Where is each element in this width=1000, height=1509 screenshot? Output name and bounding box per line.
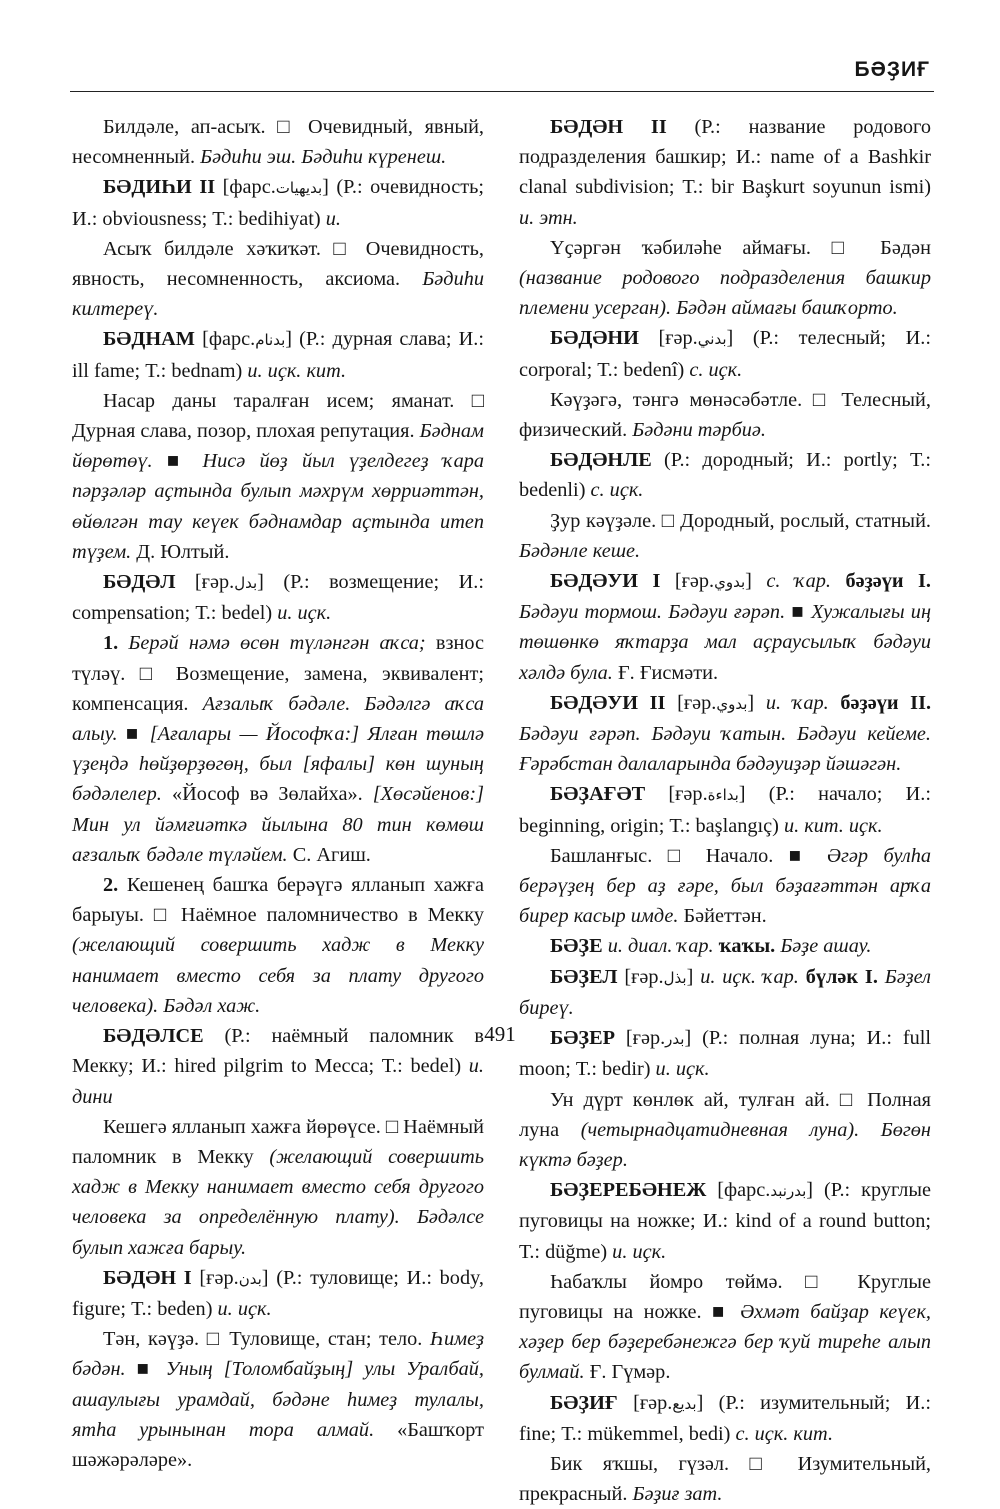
italic-text: и. диал. ҡар.: [607, 935, 714, 958]
italic-text: Бәдәуи тормош. Бәдәуи ғәрәп.: [519, 601, 786, 624]
arabic-script: بدني: [697, 330, 727, 349]
entry-paragraph: [519, 1175, 931, 1267]
italic-text: и. дини: [72, 1055, 484, 1108]
italic-text: (четырнадцатидневная луна). Бөгөн күктә бәҙер.: [519, 1118, 931, 1171]
left-column: [72, 112, 484, 1475]
italic-text: и. иҫк.: [655, 1058, 710, 1081]
body-text: взнос түләү. □ Возмещение, замена, эквивалент; компенсация.: [72, 632, 484, 715]
headword: БӘДӘУИ II: [550, 691, 666, 714]
arabic-script: بدنام: [255, 331, 286, 350]
body-text: [ғәр.: [633, 1391, 673, 1414]
body-text: Билдәле, ап-асыҡ. □ Очевидный, явный, несомненный.: [72, 116, 484, 169]
body-text: ]: [686, 965, 694, 988]
italic-text: Бәднам йөрөтөү.: [72, 420, 484, 473]
entry-paragraph: [519, 385, 931, 445]
entry-paragraph: [72, 324, 484, 385]
headword: 2.: [103, 874, 119, 897]
headword: БӘҘЕ: [550, 935, 603, 958]
italic-text: и. этн.: [519, 206, 578, 229]
body-text: Тән, кәүҙә. □ Туловище, стан; тело.: [103, 1328, 423, 1351]
body-text: (Р.: дородный; И.: portly; Т.: bedenli): [519, 449, 932, 502]
body-text: ]: [745, 570, 752, 593]
entry-paragraph: [72, 1112, 484, 1263]
italic-text: Бәҙе ашау.: [780, 935, 872, 958]
entry-paragraph: [519, 841, 931, 932]
body-text: [ғәр.: [199, 1266, 239, 1289]
italic-text: и. иҫк.: [217, 1297, 272, 1320]
italic-text: [Хөсәйенов:] Мин ул йәмғиәткә йылына 80 тин көмөш ағзалыҡ бәдәле түләйем.: [72, 783, 484, 866]
running-head: БӘҘИҒ: [854, 58, 930, 81]
headword: БӘҘИҒ: [550, 1391, 618, 1414]
body-text: С. Агиш.: [292, 843, 371, 866]
italic-text: [Ағалары — Йософҡа:] Ялған төшлә үҙеңдә һөйҙөрҙөгөң, был [яфалы] көн шуның бәдәлелер.: [72, 723, 484, 806]
arabic-script: بدن: [238, 1269, 262, 1288]
body-text: Башланғыс. □ Начало. ■: [550, 844, 812, 867]
body-text: Д. Юлтый.: [136, 540, 230, 563]
header-rule: [70, 91, 934, 92]
entry-paragraph: [72, 172, 484, 233]
headword: БӘҘАҒӘТ: [550, 783, 646, 806]
body-text: ] (Р.: дурная слава; И.: ill fame; Т.: bednam): [72, 328, 484, 382]
headword: БӘДӘНИ: [550, 327, 639, 350]
entry-paragraph: [72, 628, 484, 870]
italic-text: Бәдәни тәрбиә.: [632, 419, 766, 442]
entry-paragraph: [72, 112, 484, 172]
right-column: [519, 112, 931, 1509]
body-text: Асыҡ билдәле хәҡиҡәт. □ Очевидность, явность, несомненность, аксиома.: [72, 237, 484, 291]
headword: бәҙәүи II.: [840, 691, 932, 714]
entry-paragraph: [519, 931, 931, 961]
body-text: [ғәр.: [668, 783, 708, 806]
italic-text: и. иҫк.: [277, 602, 332, 625]
body-text: ] (Р.: начало; И.: beginning, origin; Т.: başlangıç): [519, 783, 931, 837]
headword: бүләк I.: [805, 965, 878, 988]
arabic-script: بدوي: [714, 573, 746, 592]
arabic-script: بدرنبد: [770, 1182, 807, 1201]
italic-text: и. иҫк. кит.: [247, 359, 347, 382]
body-text: «Йософ вә Зөлайха».: [171, 783, 363, 806]
body-text: Насар даны таралған исем; яманат. □ Дурная слава, позор, плохая репутация.: [72, 389, 484, 443]
body-text: Һабаҡлы йомро төймә. □ Круглые пуговицы на ножке. ■: [519, 1270, 931, 1323]
body-text: ]: [747, 691, 755, 714]
body-text: Кешегә ялланып хажға йөрөүсе. □ Наёмный паломник в Мекку: [72, 1115, 484, 1168]
headword: бәҙәүи I.: [845, 570, 931, 593]
italic-text: Уның [Толомбайҙың] улы Уралбай, ашаулығы урамдай, бәдәне һимеҙ тулалы, ятһа урынынан тора алмай.: [72, 1358, 485, 1441]
body-text: Кешенең башҡа берәүгә ялланып хажға барыуы. □ Наёмное паломничество в Мекку: [72, 874, 484, 927]
italic-text: Бәҙел биреү.: [519, 965, 931, 1019]
entry-paragraph: [519, 323, 931, 384]
italic-text: и. иҫк. ҡар.: [700, 965, 799, 988]
body-text: [ғәр.: [194, 571, 235, 594]
entry-paragraph: [519, 1267, 931, 1388]
body-text: Кәүҙәгә, тәнгә мөнәсәбәтле. □ Телесный, физический.: [519, 388, 931, 442]
body-text: Ҙур кәүҙәле. □ Дородный, рослый, статный.: [550, 509, 931, 532]
italic-text: Бәдәуи ғәрәп. Бәдәуи ҡатын. Бәдәуи кейеме. Ғәрәбстан далаларында бәдәуиҙәр йәшәгән.: [519, 723, 931, 776]
entry-paragraph: [72, 1263, 484, 1324]
headword: БӘДӘУИ I: [550, 570, 661, 593]
arabic-script: بدوي: [716, 694, 748, 713]
italic-text: Нисә йөҙ йыл үҙелдегеҙ ҡара пәрҙәләр аҫтында булып мәхрүм хөрриәттән, өйөлгән тау кеүек бәднамдар аҫтында итеп түҙем.: [72, 450, 484, 563]
headword: БӘДӘН I: [103, 1266, 192, 1289]
body-text: [ғәр.: [624, 965, 664, 988]
italic-text: Һимеҙ бәдән.: [72, 1328, 484, 1381]
body-text: ■: [166, 450, 189, 473]
entry-paragraph: [519, 445, 931, 505]
headword: БӘҘЕЛ: [550, 965, 618, 988]
body-text: ] (Р.: изумительный; И.: fine; Т.: mükemmel, bedi): [519, 1391, 931, 1445]
entry-paragraph: [519, 688, 931, 780]
body-text: ] (Р.: телесный; И.: corporal; Т.: bedenî): [519, 327, 931, 381]
arabic-script: بديهيات: [275, 179, 323, 198]
entry-paragraph: [72, 234, 484, 325]
headword: БӘДИҺИ II: [103, 176, 216, 199]
body-text: ■: [136, 1358, 155, 1381]
headword: БӘДНАМ: [103, 328, 195, 351]
arabic-script: بداءة: [707, 786, 739, 805]
entry-paragraph: [519, 1085, 931, 1176]
body-text: ] (Р.: возмещение; И.: compensation; Т.: bedel): [72, 571, 484, 625]
headword: БӘДӘЛ: [103, 571, 176, 594]
entry-paragraph: [519, 1388, 931, 1449]
body-text: [фарс.: [222, 176, 276, 199]
headword: БӘДӘНЛЕ: [550, 449, 652, 472]
body-text: «Башҡорт шәжәрәләре».: [72, 1418, 484, 1471]
body-text: ] (Р.: круглые пуговицы на ножке; И.: kind of a round button; Т.: düğme): [519, 1179, 931, 1263]
arabic-script: بذل: [663, 968, 687, 987]
body-text: ] (Р.: полная луна; И.: full moon; Т.: bedir): [519, 1027, 931, 1081]
italic-text: Бәдәнле кеше.: [519, 539, 641, 562]
arabic-script: بديع: [672, 1394, 697, 1413]
body-text: [ғәр.: [677, 691, 717, 714]
italic-text: Бәдиһи эш. Бәдиһи күренеш.: [200, 146, 447, 169]
italic-text: Бәҙиғ зат.: [632, 1483, 723, 1506]
italic-text: (название родового подразделения башкир племени усерган). Бәдән аймағы башҡорто.: [519, 267, 931, 320]
italic-text: и. иҫк.: [612, 1240, 667, 1263]
headword: ҡаҡы.: [718, 935, 776, 958]
body-text: Үҫәргән ҡәбиләһе аймағы. □ Бәдән: [550, 236, 931, 259]
italic-text: (желающий совершить хадж в Мекку нанимает вместо себя за плату другого человека). Бәдәл хаж.: [72, 934, 484, 1017]
body-text: (Р.: название родового подразделения башкир; И.: name of a Bashkir clanal subdivision; Т.: bir Başkurt soyunun ismi): [519, 116, 931, 199]
italic-text: Берәй нәмә өсөн түләнгән аҡса;: [128, 632, 426, 655]
italic-text: Хужалығы иң төшөнкө яҡтарҙа мал аҫраусылыҡ бәдәуи хәлдә була.: [519, 601, 932, 684]
headword: БӘҘЕР: [550, 1027, 616, 1050]
body-text: [фарс.: [717, 1179, 771, 1202]
body-text: [ғәр.: [625, 1027, 666, 1050]
body-text: [ғәр.: [674, 570, 715, 593]
entry-paragraph: [519, 506, 931, 566]
italic-text: Әхмәт байҙар кеүек, хәҙер бер бәҙеребәнежгә бер ҡуй тиреһе алып булмай.: [519, 1300, 931, 1384]
entry-paragraph: [72, 567, 484, 628]
entry-paragraph: [519, 962, 931, 1023]
italic-text: Бәдиһи килтереү.: [72, 268, 484, 321]
arabic-script: بدل: [234, 574, 258, 593]
italic-text: и. ҡар.: [765, 691, 829, 714]
entry-paragraph: [519, 566, 931, 688]
headword: БӘДӘН II: [550, 116, 667, 138]
body-text: [фарс.: [202, 328, 256, 351]
entry-paragraph: [519, 1449, 931, 1509]
entry-paragraph: [72, 1324, 484, 1475]
body-text: Бәйеттән.: [683, 905, 767, 928]
italic-text: с. иҫк.: [590, 479, 644, 502]
body-text: Ғ. Ғисмәти.: [617, 661, 719, 684]
italic-text: и. кит. иҫк.: [783, 814, 883, 837]
italic-text: с. иҫк. кит.: [735, 1422, 834, 1445]
body-text: ] (Р.: очевидность; И.: obviousness; Т.: bedihiyat): [72, 176, 484, 230]
body-text: (Р.: наёмный паломник в Мекку; И.: hired pilgrim to Mecca; Т.: bedel): [72, 1025, 484, 1078]
entry-paragraph: [519, 779, 931, 840]
italic-text: и.: [325, 207, 341, 230]
headword: БӘДӘЛСЕ: [103, 1025, 204, 1048]
body-text: Ғ. Гүмәр.: [589, 1361, 671, 1384]
entry-paragraph: [519, 233, 931, 324]
italic-text: с. ҡар.: [766, 570, 831, 593]
body-text: ■: [791, 601, 805, 624]
entry-paragraph: [72, 870, 484, 1021]
italic-text: Әгәр булһа берәүҙең бер аҙ ғәре, был бәҙағәттән арҡа бирep касыр имде.: [519, 844, 931, 928]
entry-paragraph: [519, 112, 931, 233]
italic-text: с. иҫк.: [689, 358, 743, 381]
arabic-script: بدر: [665, 1030, 685, 1049]
page-number: 491: [484, 1022, 516, 1046]
entry-paragraph: [72, 386, 484, 567]
headword: БӘҘЕРЕБӘНЕЖ: [550, 1179, 707, 1202]
body-text: Ун дүрт көнлөк ай, тулған ай. □ Полная луна: [519, 1088, 931, 1141]
body-text: ] (Р.: туловище; И.: body, figure; Т.: beden): [72, 1266, 484, 1320]
headword: 1.: [103, 632, 119, 655]
body-text: Бик яҡшы, гүзәл. □ Изумительный, прекрасный.: [519, 1452, 931, 1506]
body-text: ■: [125, 723, 142, 746]
body-text: [ғәр.: [658, 327, 698, 350]
italic-text: Ағзалыҡ бәдәле. Бәдәлгә аҡса алыу.: [72, 692, 484, 746]
italic-text: (желающий совершить хадж в Мекку нанимает вместо себя другого человека за определённую плату). Бәдәлсе булып хажға барыу.: [72, 1145, 484, 1259]
